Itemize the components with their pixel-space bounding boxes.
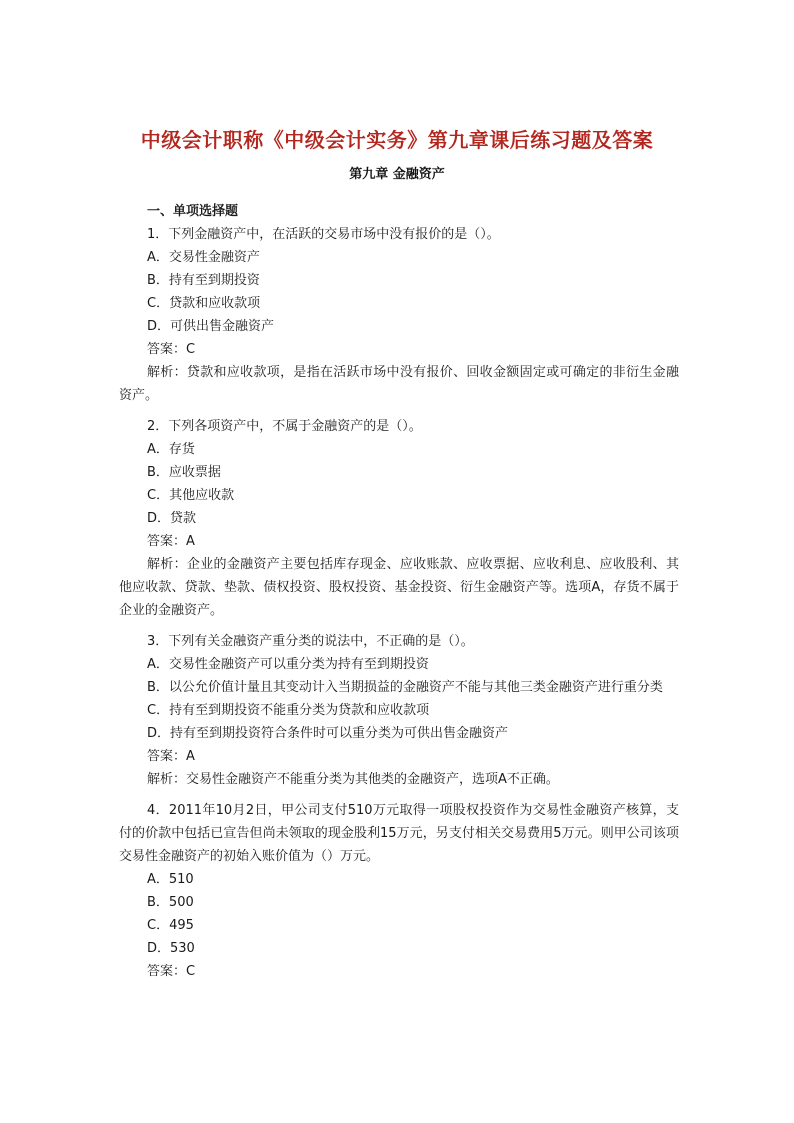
answer-text: 答案：C — [147, 342, 196, 357]
option-a: A．510 — [147, 872, 194, 887]
question-3 — [119, 630, 679, 791]
question-stem: 3．下列有关金融资产重分类的说法中，不正确的是（）。 — [147, 634, 474, 649]
question-2 — [119, 415, 679, 622]
option-a: A．交易性金融资产 — [147, 250, 260, 265]
analysis-text: 解析：贷款和应收款项，是指在活跃市场中没有报价、回收金额固定或可确定的非衍生金融资产。 — [119, 365, 679, 403]
document-body — [119, 200, 679, 983]
option-b: B．持有至到期投资 — [147, 273, 260, 288]
question-4 — [119, 799, 679, 983]
option-b: B．500 — [147, 895, 194, 910]
section-heading: 一、单项选择题 — [147, 204, 239, 219]
question-stem: 4．2011年10月2日，甲公司支付510万元取得一项股权投资作为交易性金融资产核算，支付的价款中包括已宣告但尚未领取的现金股利15万元，另支付相关交易费用5万元。则甲公司该项交易性金融资产的初始入账价值为（）万元。 — [119, 803, 679, 864]
option-c: C．贷款和应收款项 — [147, 296, 261, 311]
option-c: C．其他应收款 — [147, 488, 235, 503]
option-d: D．持有至到期投资符合条件时可以重分类为可供出售金融资产 — [147, 726, 509, 741]
answer-text: 答案：A — [147, 534, 195, 549]
option-d: D．530 — [147, 941, 195, 956]
option-b: B．应收票据 — [147, 465, 221, 480]
option-a: A．存货 — [147, 442, 195, 457]
option-c: C．持有至到期投资不能重分类为贷款和应收款项 — [147, 703, 430, 718]
document-title: 中级会计职称《中级会计实务》第九章课后练习题及答案 — [140, 128, 654, 152]
chapter-heading: 第九章 金融资产 — [349, 167, 445, 182]
option-a: A．交易性金融资产可以重分类为持有至到期投资 — [147, 657, 429, 672]
question-stem: 2．下列各项资产中，不属于金融资产的是（）。 — [147, 419, 422, 434]
analysis-text: 解析：企业的金融资产主要包括库存现金、应收账款、应收票据、应收利息、应收股利、其他应收款、贷款、垫款、债权投资、股权投资、基金投资、衍生金融资产等。选项A，存货不属于企业的金融资产。 — [119, 557, 679, 618]
option-d: D．可供出售金融资产 — [147, 319, 275, 334]
option-c: C．495 — [147, 918, 194, 933]
question-1 — [119, 223, 679, 407]
option-d: D．贷款 — [147, 511, 197, 526]
question-stem: 1．下列金融资产中，在活跃的交易市场中没有报价的是（）。 — [147, 227, 500, 242]
option-b: B．以公允价值计量且其变动计入当期损益的金融资产不能与其他三类金融资产进行重分类 — [147, 680, 663, 695]
answer-text: 答案：A — [147, 749, 195, 764]
answer-text: 答案：C — [147, 964, 196, 979]
analysis-text: 解析：交易性金融资产不能重分类为其他类的金融资产，选项A不正确。 — [147, 772, 559, 787]
